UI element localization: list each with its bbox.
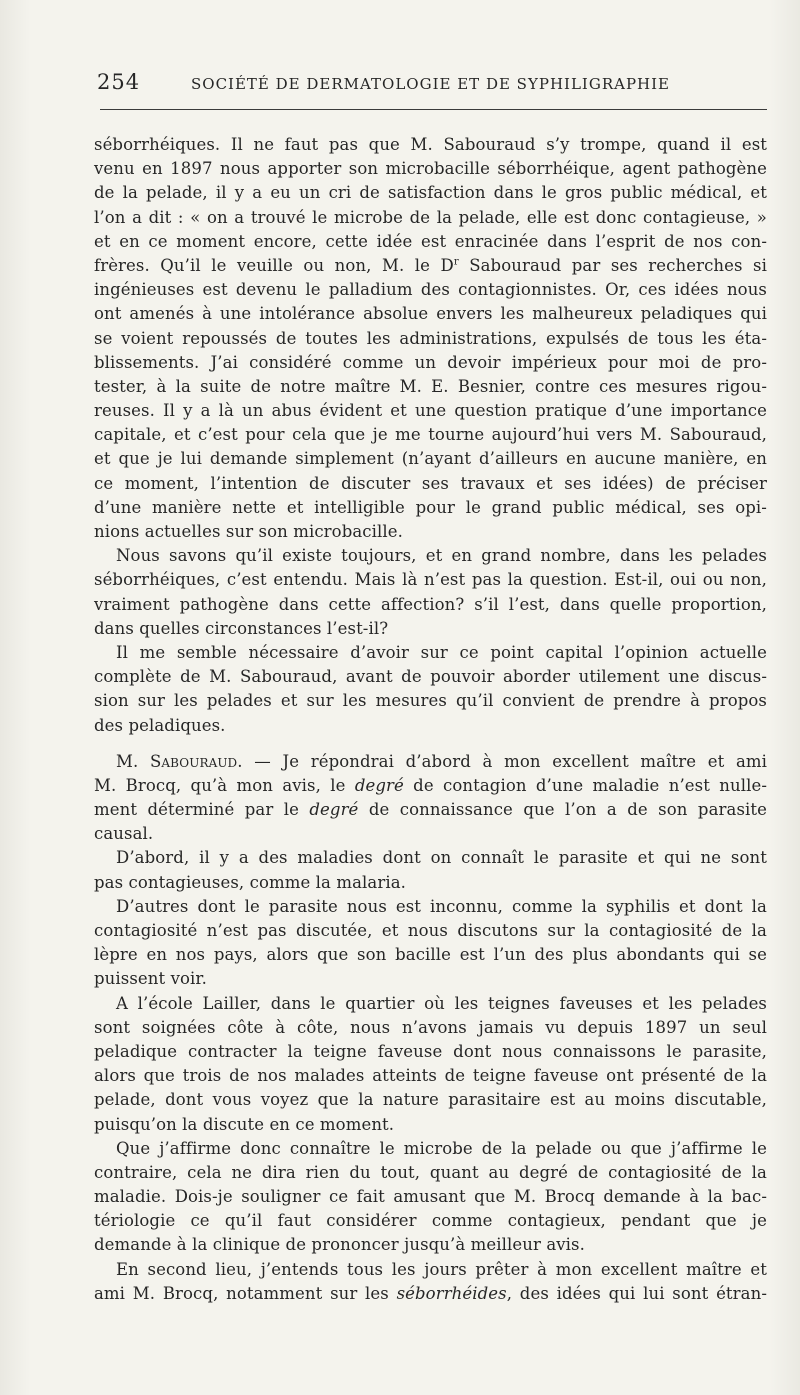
- paragraph-gap: [94, 738, 767, 750]
- page-number: 254: [97, 70, 141, 94]
- text-line: peladique contracter la teigne faveuse dont nous connaissons le parasite,: [94, 1041, 767, 1061]
- text-line: nions actuelles sur son microbacille.: [94, 522, 403, 541]
- speaker-line: M. Sabouraud. — Je répondrai d’abord à mon excellent maître et ami: [116, 751, 768, 771]
- text-line: lèpre en nos pays, alors que son bacille est l’un des plus abondants qui se: [94, 945, 767, 965]
- page-header: [97, 70, 767, 100]
- text-line: se voient repoussés de toutes les administrations, expulsés de tous les éta-: [94, 328, 767, 348]
- text-line: l’on a dit : « on a trouvé le microbe de la pelade, elle est donc contagieuse, »: [94, 207, 767, 227]
- text-line: complète de M. Sabouraud, avant de pouvoir aborder utilement une discus-: [94, 667, 767, 687]
- text-line-sebo: ami M. Brocq, notamment sur les séborrhéides, des idées qui lui sont étran-: [94, 1283, 767, 1303]
- text-line: séborrhéiques. Il ne faut pas que M. Sabouraud s’y trompe, quand il est: [94, 135, 767, 154]
- text-line: ingénieuses est devenu le palladium des contagionnistes. Or, ces idées nous: [94, 280, 767, 300]
- text-line: sont soignées côte à côte, nous n’avons jamais vu depuis 1897 un seul: [94, 1017, 767, 1037]
- running-head: SOCIÉTÉ DE DERMATOLOGIE ET DE SYPHILIGRAPHIE: [191, 75, 671, 93]
- text-line: ce moment, l’intention de discuter ses travaux et ses idées) de préciser: [94, 473, 767, 493]
- text-line: reuses. Il y a là un abus évident et une question pratique d’une importance: [94, 401, 767, 421]
- text-line: En second lieu, j’entends tous les jours prêter à mon excellent maître et: [116, 1259, 767, 1279]
- text-line: D’autres dont le parasite nous est inconnu, comme la syphilis et dont la: [116, 896, 767, 916]
- text-line: demande à la clinique de prononcer jusqu’à meilleur avis.: [94, 1235, 585, 1255]
- text-line: dans quelles circonstances l’est-il?: [94, 618, 389, 638]
- text-line: blissements. J’ai considéré comme un devoir impérieux pour moi de pro-: [94, 352, 767, 372]
- text-line: et en ce moment encore, cette idée est enracinée dans l’esprit de nos con-: [94, 231, 767, 251]
- text-line: causal.: [94, 824, 154, 844]
- text-line: et que je lui demande simplement (n’ayant d’ailleurs en aucune manière, en: [94, 449, 767, 469]
- speaker-name: Sabouraud: [149, 751, 238, 771]
- text-line: pelade, dont vous voyez que la nature parasitaire est au moins discutable,: [94, 1090, 767, 1110]
- text-line: puissent voir.: [94, 969, 207, 989]
- text-line: contagiosité n’est pas discutée, et nous discutons sur la contagiosité de la: [94, 921, 767, 940]
- text-line: sion sur les pelades et sur les mesures qu’il convient de prendre à propos: [94, 691, 767, 711]
- text-line: Il me semble nécessaire d’avoir sur ce point capital l’opinion actuelle: [116, 642, 767, 662]
- text-line: des peladiques.: [94, 715, 226, 735]
- text-line: de la pelade, il y a eu un cri de satisfaction dans le gros public médical, et: [94, 183, 767, 203]
- text-line: tester, à la suite de notre maître M. E. Besnier, contre ces mesures rigou-: [94, 376, 767, 396]
- text-line: maladie. Dois-je souligner ce fait amusant que M. Brocq demande à la bac-: [94, 1187, 767, 1207]
- text-line: Que j’affirme donc connaître le microbe de la pelade ou que j’affirme le: [116, 1138, 767, 1158]
- text-line: ont amenés à une intolérance absolue envers les malheureux peladiques qui: [94, 304, 767, 324]
- text-line: vraiment pathogène dans cette affection? s’il l’est, dans quelle proportion,: [94, 594, 767, 614]
- text-line: venu en 1897 nous apporter son microbacille séborrhéique, agent pathogène: [94, 159, 767, 179]
- text-line: tériologie ce qu’il faut considérer comme contagieux, pendant que je: [94, 1211, 767, 1231]
- text-line: capitale, et c’est pour cela que je me tourne aujourd’hui vers M. Sabouraud,: [94, 425, 767, 445]
- text-line-dr: frères. Qu’il le veuille ou non, M. le $D^r$ Sabouraud par ses recherches si: [94, 255, 767, 275]
- text-line: contraire, cela ne dira rien du tout, quant au degré de contagiosité de la: [94, 1162, 767, 1182]
- body-text: [94, 133, 767, 1306]
- text-line-degre: ment déterminé par le degré de connaissance que l’on a de son parasite: [94, 800, 767, 820]
- text-line-degre: M. Brocq, qu’à mon avis, le degré de contagion d’une maladie n’est nulle-: [94, 775, 767, 795]
- text-line: d’une manière nette et intelligible pour le grand public médical, ses opi-: [94, 497, 767, 517]
- text-line: A l’école Lailler, dans le quartier où les teignes faveuses et les pelades: [116, 993, 767, 1013]
- text-line: D’abord, il y a des maladies dont on connaît le parasite et qui ne sont: [116, 848, 767, 868]
- text-line: pas contagieuses, comme la malaria.: [94, 872, 406, 892]
- text-line: Nous savons qu’il existe toujours, et en grand nombre, dans les pelades: [116, 546, 767, 566]
- text-line: puisqu’on la discute en ce moment.: [94, 1114, 395, 1134]
- text-line: alors que trois de nos malades atteints de teigne faveuse ont présenté de la: [94, 1066, 767, 1086]
- text-line: séborrhéiques, c’est entendu. Mais là n’est pas la question. Est-il, oui ou non,: [94, 570, 767, 590]
- header-rule: [100, 109, 767, 110]
